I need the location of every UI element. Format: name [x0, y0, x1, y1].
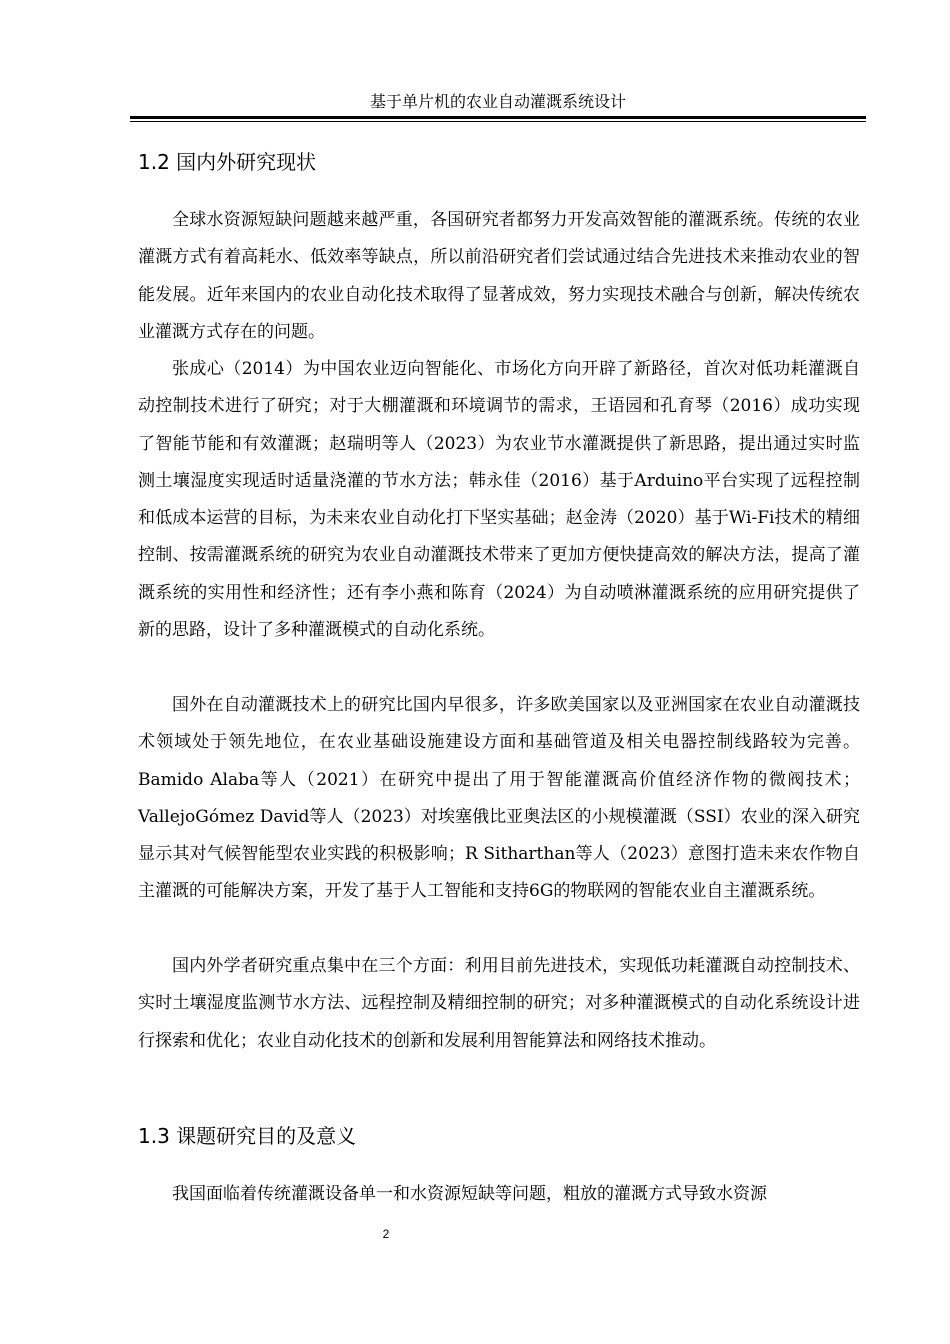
page-number: 2 [382, 1227, 390, 1241]
paragraph: 我国面临着传统灌溉设备单一和水资源短缺等问题，粗放的灌溉方式导致水资源 [172, 1184, 767, 1204]
section-heading: 1.3 课题研究目的及意义 [138, 1124, 357, 1148]
page-header: 基于单片机的农业自动灌溉系统设计 [369, 92, 626, 111]
paragraph: 张成心（2014）为中国农业迈向智能化、市场化方向开辟了新路径，首次对低功耗灌溉自动控制技术进行了研究；对于大棚灌溉和环境调节的需求，王语园和孔育琴（2016）成功实现了智能节能和有效灌溉；赵瑞明等人（2023）为农业节水灌溉提供了新思路，提出通过实时监测土壤湿度实现适时适量浇灌的节水方法；韩永佳（2016）基于Arduino平台实现了远程控制和低成本运营的目标，为未来农业自动化打下坚实基础；赵金涛（2020）基于Wi-Fi技术的精细控制、按需灌溉系统的研究为农业自动灌溉技术带来了更加方便快捷高效的解决方法，提高了灌溉系统的实用性和经济性；还有李小燕和陈育（2024）为自动喷淋灌溉系统的应用研究提供了新的思路，设计了多种灌溉模式的自动化系统。 [138, 359, 860, 641]
header-rule-thin [130, 121, 866, 122]
paragraph: 国外在自动灌溉技术上的研究比国内早很多，许多欧美国家以及亚洲国家在农业自动灌溉技术领域处于领先地位，在农业基础设施建设方面和基础管道及相关电器控制线路较为完善。Bamido Alaba等人（2021）在研究中提出了用于智能灌溉高价值经济作物的微阀技术；VallejoGómez David等人（2023）对埃塞俄比亚奥法区的小规模灌溉（SSI）农业的深入研究显示其对气候智能型农业实践的积极影响；R Sitharthan等人（2023）意图打造未来农作物自主灌溉的可能解决方案，开发了基于人工智能和支持6G的物联网的智能农业自主灌溉系统。 [138, 695, 860, 902]
section-heading: 1.2 国内外研究现状 [138, 150, 317, 174]
header-rule-thick [130, 116, 866, 119]
paragraph: 全球水资源短缺问题越来越严重，各国研究者都努力开发高效智能的灌溉系统。传统的农业灌溉方式有着高耗水、低效率等缺点，所以前沿研究者们尝试通过结合先进技术来推动农业的智能发展。近年来国内的农业自动化技术取得了显著成效，努力实现技术融合与创新，解决传统农业灌溉方式存在的问题。 [138, 210, 860, 342]
paragraph: 国内外学者研究重点集中在三个方面：利用目前先进技术，实现低功耗灌溉自动控制技术、实时土壤湿度监测节水方法、远程控制及精细控制的研究；对多种灌溉模式的自动化系统设计进行探索和优化；农业自动化技术的创新和发展利用智能算法和网络技术推动。 [138, 956, 860, 1051]
